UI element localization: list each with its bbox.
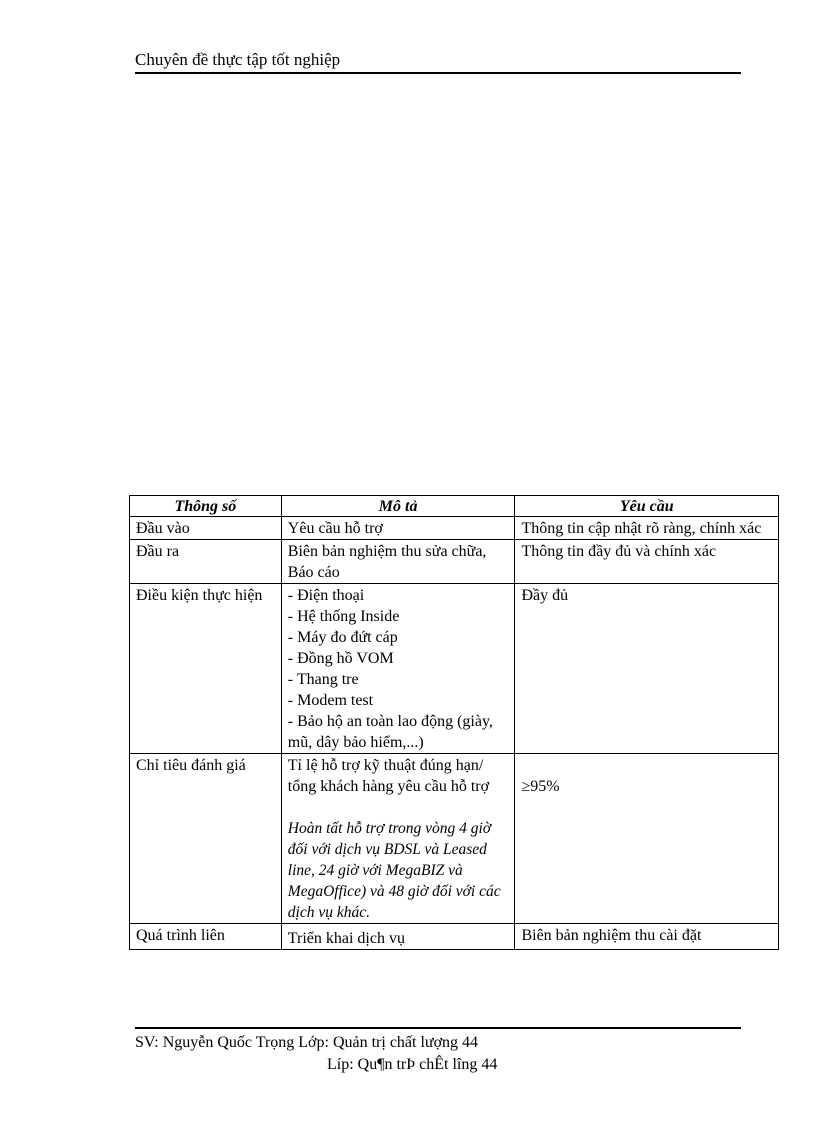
table-row [130, 540, 779, 584]
table-row [130, 754, 779, 924]
condition-item: - Hệ thống Inside [287, 608, 400, 625]
cell-param: Đầu ra [130, 540, 282, 584]
condition-item: - Đồng hồ VOM [287, 650, 394, 667]
table-header-row [130, 496, 779, 517]
page-header-title: Chuyên đề thực tập tốt nghiệp [135, 50, 741, 74]
condition-item: - Máy đo đứt cáp [287, 629, 398, 646]
footer-divider [135, 1027, 741, 1029]
condition-item: - Thang tre [287, 671, 359, 688]
cell-desc [281, 924, 515, 950]
column-header-req: Yêu cầu [515, 496, 779, 517]
condition-item: - Điện thoại [287, 587, 365, 604]
spec-table [129, 495, 779, 950]
evaluation-criteria-text: Tỉ lệ hỗ trợ kỹ thuật đúng hạn/ tổng khách hàng yêu cầu hỗ trợ [287, 757, 490, 795]
cell-desc: Yêu cầu hỗ trợ [281, 517, 515, 540]
cell-req [515, 754, 779, 924]
evaluation-note: Hoàn tất hỗ trợ trong vòng 4 giờ đối với dịch vụ BDSL và Leased line, 24 giờ với MegaBIZ và MegaOffice) và 48 giờ đối với các dịch vụ khác. [287, 820, 501, 921]
cell-param: Quá trình liên [130, 924, 282, 950]
footer-student-line: SV: Nguyễn Quốc Trọng Lớp: Quản trị chất lượng 44 [135, 1034, 479, 1051]
table-row [130, 924, 779, 950]
cell-req: Biên bản nghiệm thu cài đặt [515, 924, 779, 950]
cell-desc-text: Triển khai dịch vụ [287, 930, 405, 947]
condition-item: - Modem test [287, 692, 374, 709]
footer-class-line: Líp: Qu¶n trÞ chÊt lîng 44 [327, 1056, 498, 1073]
cell-param: Đầu vào [130, 517, 282, 540]
table-row [130, 517, 779, 540]
cell-req: Thông tin cập nhật rõ ràng, chính xác [515, 517, 779, 540]
target-percentage: ≥95% [521, 778, 560, 795]
condition-item: - Bảo hộ an toàn lao động (giày, mũ, dây bảo hiểm,...) [287, 713, 493, 751]
cell-param: Điều kiện thực hiện [130, 584, 282, 754]
column-header-desc: Mô tả [281, 496, 515, 517]
column-header-param: Thông số [130, 496, 282, 517]
table-row [130, 584, 779, 754]
cell-param: Chỉ tiêu đánh giá [130, 754, 282, 924]
cell-desc [281, 584, 515, 754]
cell-req: Đầy đủ [515, 584, 779, 754]
cell-req: Thông tin đầy đủ và chính xác [515, 540, 779, 584]
cell-desc: Biên bản nghiệm thu sửa chữa, Báo cáo [281, 540, 515, 584]
cell-desc [281, 754, 515, 924]
